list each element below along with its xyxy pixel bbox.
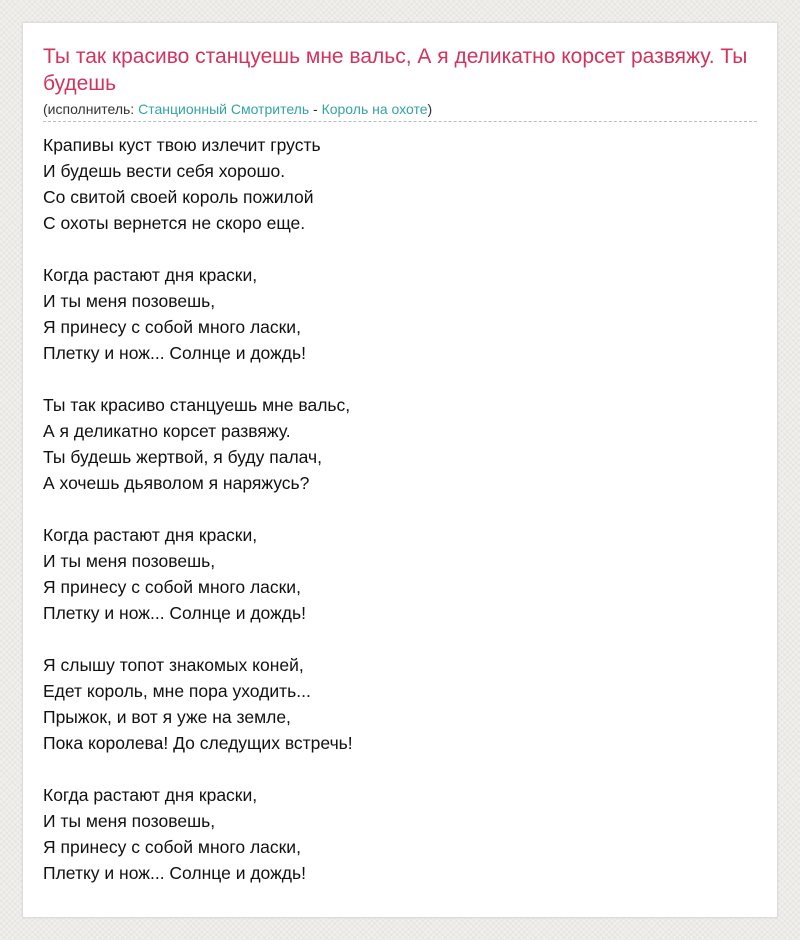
lyric-line: А хочешь дьяволом я наряжусь?	[43, 473, 310, 493]
stanza	[43, 652, 757, 756]
stanza	[43, 392, 757, 496]
lyric-line: Прыжок, и вот я уже на земле,	[43, 707, 291, 727]
lyric-line: И ты меня позовешь,	[43, 551, 216, 571]
credit-prefix: (исполнитель:	[43, 101, 139, 117]
credit-suffix: )	[427, 101, 433, 117]
stanza	[43, 262, 757, 366]
lyric-line: Я принесу с собой много ласки,	[43, 577, 301, 597]
lyrics-card	[22, 22, 778, 918]
lyric-line: Ты будешь жертвой, я буду палач,	[43, 447, 322, 467]
lyric-line: Я слышу топот знакомых коней,	[43, 655, 304, 675]
artist-credit	[43, 101, 757, 122]
stanza	[43, 782, 757, 886]
stanza	[43, 132, 757, 236]
lyric-line: Я принесу с собой много ласки,	[43, 837, 301, 857]
stanza	[43, 522, 757, 626]
credit-separator: -	[309, 101, 322, 117]
artist-link[interactable]: Станционный Смотритель	[138, 101, 310, 117]
lyric-line: Плетку и нож... Солнце и дождь!	[43, 603, 306, 623]
song-link[interactable]: Король на охоте	[321, 101, 428, 117]
lyric-line: Плетку и нож... Солнце и дождь!	[43, 343, 306, 363]
lyric-line: Плетку и нож... Солнце и дождь!	[43, 863, 306, 883]
lyric-line: Я принесу с собой много ласки,	[43, 317, 301, 337]
lyric-line: Когда растают дня краски,	[43, 265, 258, 285]
lyric-line: Едет король, мне пора уходить...	[43, 681, 311, 701]
lyric-line: Крапивы куст твою излечит грусть	[43, 135, 321, 155]
lyric-line: И ты меня позовешь,	[43, 811, 216, 831]
lyric-line: Со свитой своей король пожилой	[43, 187, 314, 207]
lyrics-body	[43, 132, 757, 886]
page-title: Ты так красиво станцуешь мне вальс, А я деликатно корсет развяжу. Ты будешь	[43, 45, 748, 95]
lyric-line: Пока королева! До следущих встречь!	[43, 733, 353, 753]
lyric-line: Ты так красиво станцуешь мне вальс,	[43, 395, 351, 415]
lyric-line: А я деликатно корсет развяжу.	[43, 421, 291, 441]
lyric-line: С охоты вернется не скоро еще.	[43, 213, 306, 233]
lyric-line: И ты меня позовешь,	[43, 291, 216, 311]
lyric-line: Когда растают дня краски,	[43, 525, 258, 545]
lyric-line: И будешь вести себя хорошо.	[43, 161, 286, 181]
lyric-line: Когда растают дня краски,	[43, 785, 258, 805]
